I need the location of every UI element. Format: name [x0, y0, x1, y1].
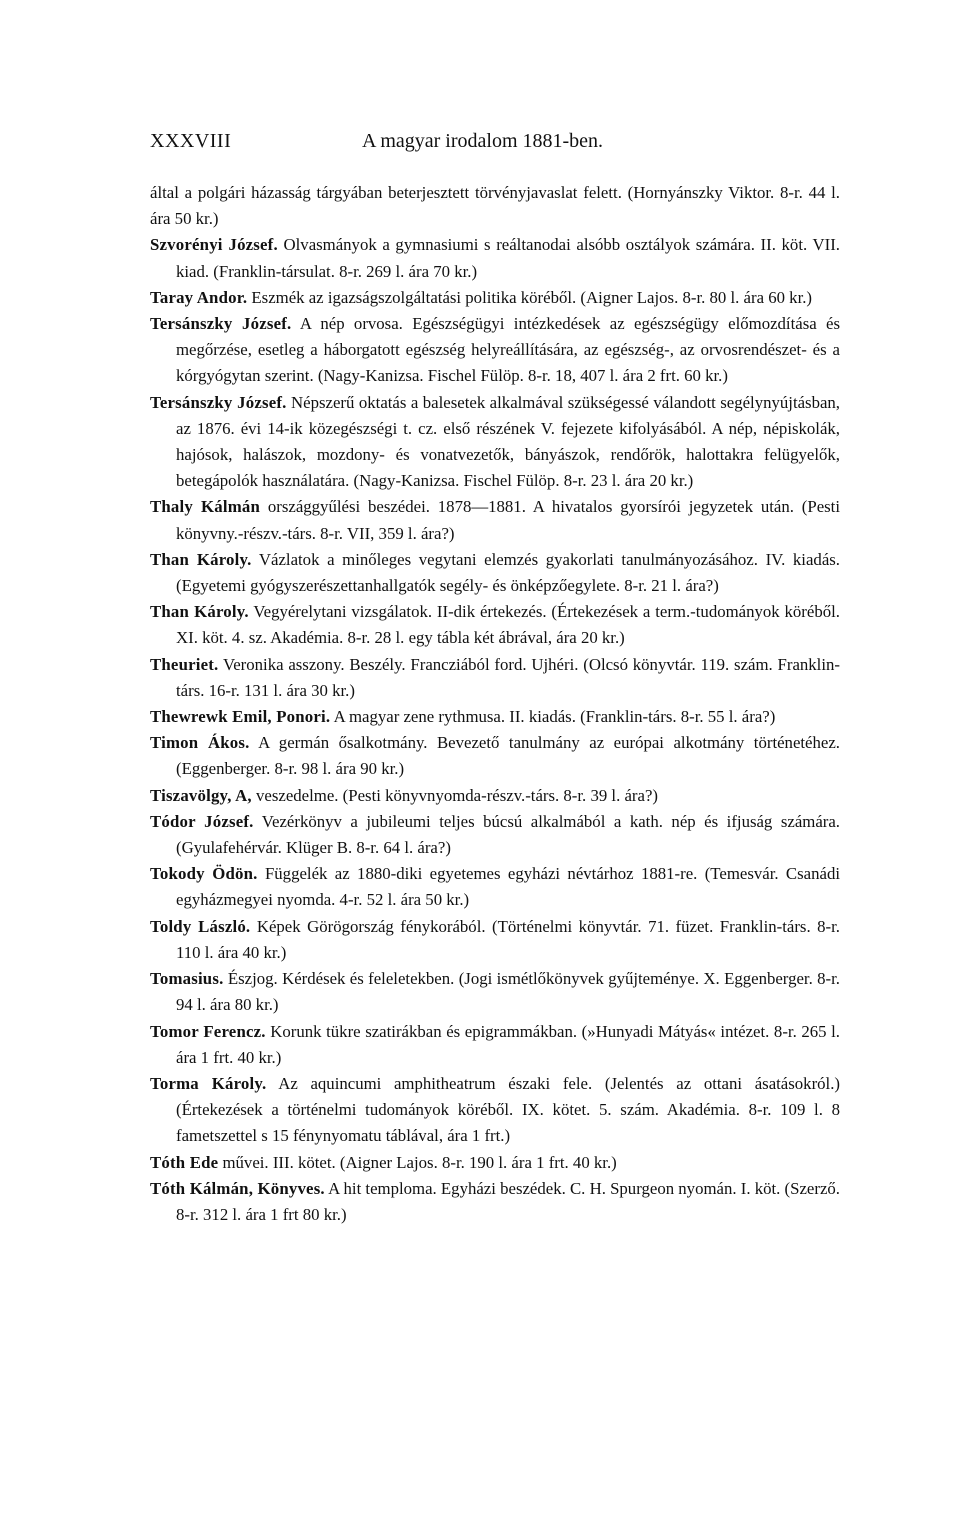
- bibliography-entry: [150, 1176, 840, 1228]
- entry-text: A magyar zene rythmusa. II. kiadás. (Franklin-társ. 8-r. 55 l. ára?): [333, 707, 776, 727]
- entry-text: által a polgári házasság tárgyában beterjesztett törvényjavaslat felett. (Hornyánszky Viktor. 8-r. 44 l. ára 50 kr.): [150, 183, 840, 229]
- entry-author: Tomasius.: [150, 969, 224, 989]
- entry-author: Szvorényi József.: [150, 235, 278, 255]
- entry-text: Vázlatok a minőleges vegytani elemzés gyakorlati tanulmányozásához. IV. kiadás. (Egyetemi gyógyszerészettanhallgatók segély- és önképzőegylete. 8-r. 21 l. ára?): [176, 549, 840, 596]
- running-head: A magyar irodalom 1881-ben.: [362, 130, 604, 152]
- bibliography-entry: [150, 704, 840, 730]
- entry-text: Korunk tükre szatirákban és epigrammákban. (»Hunyadi Mátyás« intézet. 8-r. 265 l. ára 1 frt. 40 kr.): [176, 1021, 840, 1067]
- bibliography-entry: [150, 1019, 840, 1071]
- bibliography-entry: [150, 180, 840, 232]
- entry-text: Az aquincumi amphitheatrum északi fele. (Jelentés az ottani ásatásokról.) (Értekezések a történelmi tudományok köréből. IX. kötet. 5. szám. Akadémia. 8-r. 109 l. 8 fametszettel s 15 fénynyomatu táblával, ára 1 frt.): [176, 1073, 840, 1146]
- entry-text: Olvasmányok a gymnasiumi s reáltanodai alsóbb osztályok számára. II. köt. VII. kiad. (Franklin-társulat. 8-r. 269 l. ára 70 kr.): [176, 235, 840, 281]
- bibliography-entry: [150, 783, 840, 809]
- bibliography-entry: [150, 494, 840, 546]
- entry-text: Népszerű oktatás a balesetek alkalmával szükségessé válandott segélynyújtásban, az 1876. évi 14-ik közegészségi t. cz. első részének V. fejezete kifolyásából. A nép, népiskolák, hajósok, halászok, mozdony- és vonatvezetők, bányászok, rendőrök, halottakra felügyelők, betegápolók használatára. (Nagy-Kanizsa. Fischel Fülöp. 8-r. 23 l. ára 20 kr.): [176, 392, 841, 491]
- entry-author: Taray Andor.: [150, 287, 248, 307]
- bibliography-entry: [150, 809, 840, 861]
- bibliography-entry: [150, 652, 840, 704]
- entry-text: A hit temploma. Egyházi beszédek. C. H. Spurgeon nyomán. I. köt. (Szerző. 8-r. 312 l. ára 1 frt 80 kr.): [176, 1178, 841, 1224]
- entry-author: Torma Károly.: [150, 1073, 267, 1093]
- bibliography-entry: [150, 547, 840, 599]
- entry-text: országgyűlési beszédei. 1878—1881. A hivatalos gyorsírói jegyzetek után. (Pesti könyvny.-részv.-társ. 8-r. VII, 359 l. ára?): [176, 497, 840, 543]
- entry-text: Vezérkönyv a jubileumi teljes búcsú alkalmából a kath. nép és ifjuság számára. (Gyulafehérvár. Klüger B. 8-r. 64 l. ára?): [176, 811, 840, 858]
- entry-author: Tóth Kálmán, Könyves.: [150, 1178, 325, 1198]
- entry-author: Theuriet.: [150, 654, 219, 674]
- bibliography-entry: [150, 730, 840, 782]
- entry-author: Tomor Ferencz.: [150, 1021, 266, 1041]
- entry-author: Tersánszky József.: [150, 314, 292, 334]
- page-number: XXXVIII: [150, 130, 232, 152]
- entry-author: Thaly Kálmán: [150, 497, 261, 517]
- bibliography-entry: [150, 311, 840, 390]
- bibliography-entry: [150, 1071, 840, 1150]
- entry-text: Veronika asszony. Beszély. Francziából ford. Ujhéri. (Olcsó könyvtár. 119. szám. Franklin-társ. 16-r. 131 l. ára 30 kr.): [176, 654, 840, 700]
- entry-author: Than Károly.: [150, 549, 252, 569]
- bibliography-entry: [150, 285, 840, 311]
- entry-author: Thewrewk Emil, Ponori.: [150, 707, 331, 727]
- entry-author: Than Károly.: [150, 602, 249, 622]
- entry-text: veszedelme. (Pesti könyvnyomda-részv.-társ. 8-r. 39 l. ára?): [256, 785, 659, 805]
- entry-author: Tódor József.: [150, 811, 254, 831]
- page-header: [150, 130, 850, 160]
- entry-author: Tiszavölgy, A,: [150, 785, 252, 805]
- entry-text: Észjog. Kérdések és feleletekben. (Jogi ismétlőkönyvek gyűjteménye. X. Eggenberger. 8-r. 94 l. ára 80 kr.): [176, 969, 840, 1015]
- entry-text: A nép orvosa. Egészségügyi intézkedések az egészségügy előmozdítása és megőrzése, esetleg a háborgatott egészség helyreállítására, az egészség-, az orvosrendészet- és a kórgyógytan szerint. (Nagy-Kanizsa. Fischel Fülöp. 8-r. 18, 407 l. ára 2 frt. 60 kr.): [176, 314, 840, 386]
- bibliography-list: [150, 180, 840, 1228]
- entry-author: Timon Ákos.: [150, 733, 250, 753]
- entry-author: Tokody Ödön.: [150, 864, 258, 884]
- entry-text: Vegyérelytani vizsgálatok. II-dik értekezés. (Értekezések a term.-tudományok köréből. XI. köt. 4. sz. Akadémia. 8-r. 28 l. egy tábla két ábrával, ára 20 kr.): [176, 602, 840, 648]
- bibliography-entry: [150, 914, 840, 966]
- bibliography-entry: [150, 599, 840, 651]
- entry-text: művei. III. kötet. (Aigner Lajos. 8-r. 190 l. ára 1 frt. 40 kr.): [222, 1152, 617, 1172]
- bibliography-entry: [150, 966, 840, 1018]
- entry-author: Tóth Ede: [150, 1152, 219, 1172]
- bibliography-entry: [150, 861, 840, 913]
- bibliography-entry: [150, 390, 840, 495]
- entry-author: Tersánszky József.: [150, 392, 287, 412]
- entry-text: A germán ősalkotmány. Bevezető tanulmány az európai alkotmány történetéhez. (Eggenberger. 8-r. 98 l. ára 90 kr.): [176, 733, 840, 779]
- bibliography-entry: [150, 232, 840, 284]
- bibliography-entry: [150, 1150, 840, 1176]
- entry-text: Függelék az 1880-diki egyetemes egyházi névtárhoz 1881-re. (Temesvár. Csanádi egyházmegyei nyomda. 4-r. 52 l. ára 50 kr.): [176, 864, 840, 910]
- entry-author: Toldy László.: [150, 916, 251, 936]
- entry-text: Képek Görögország fénykorából. (Történelmi könyvtár. 71. füzet. Franklin-társ. 8-r. 110 l. ára 40 kr.): [176, 916, 840, 962]
- entry-text: Eszmék az igazságszolgáltatási politika köréből. (Aigner Lajos. 8-r. 80 l. ára 60 kr.): [251, 287, 813, 307]
